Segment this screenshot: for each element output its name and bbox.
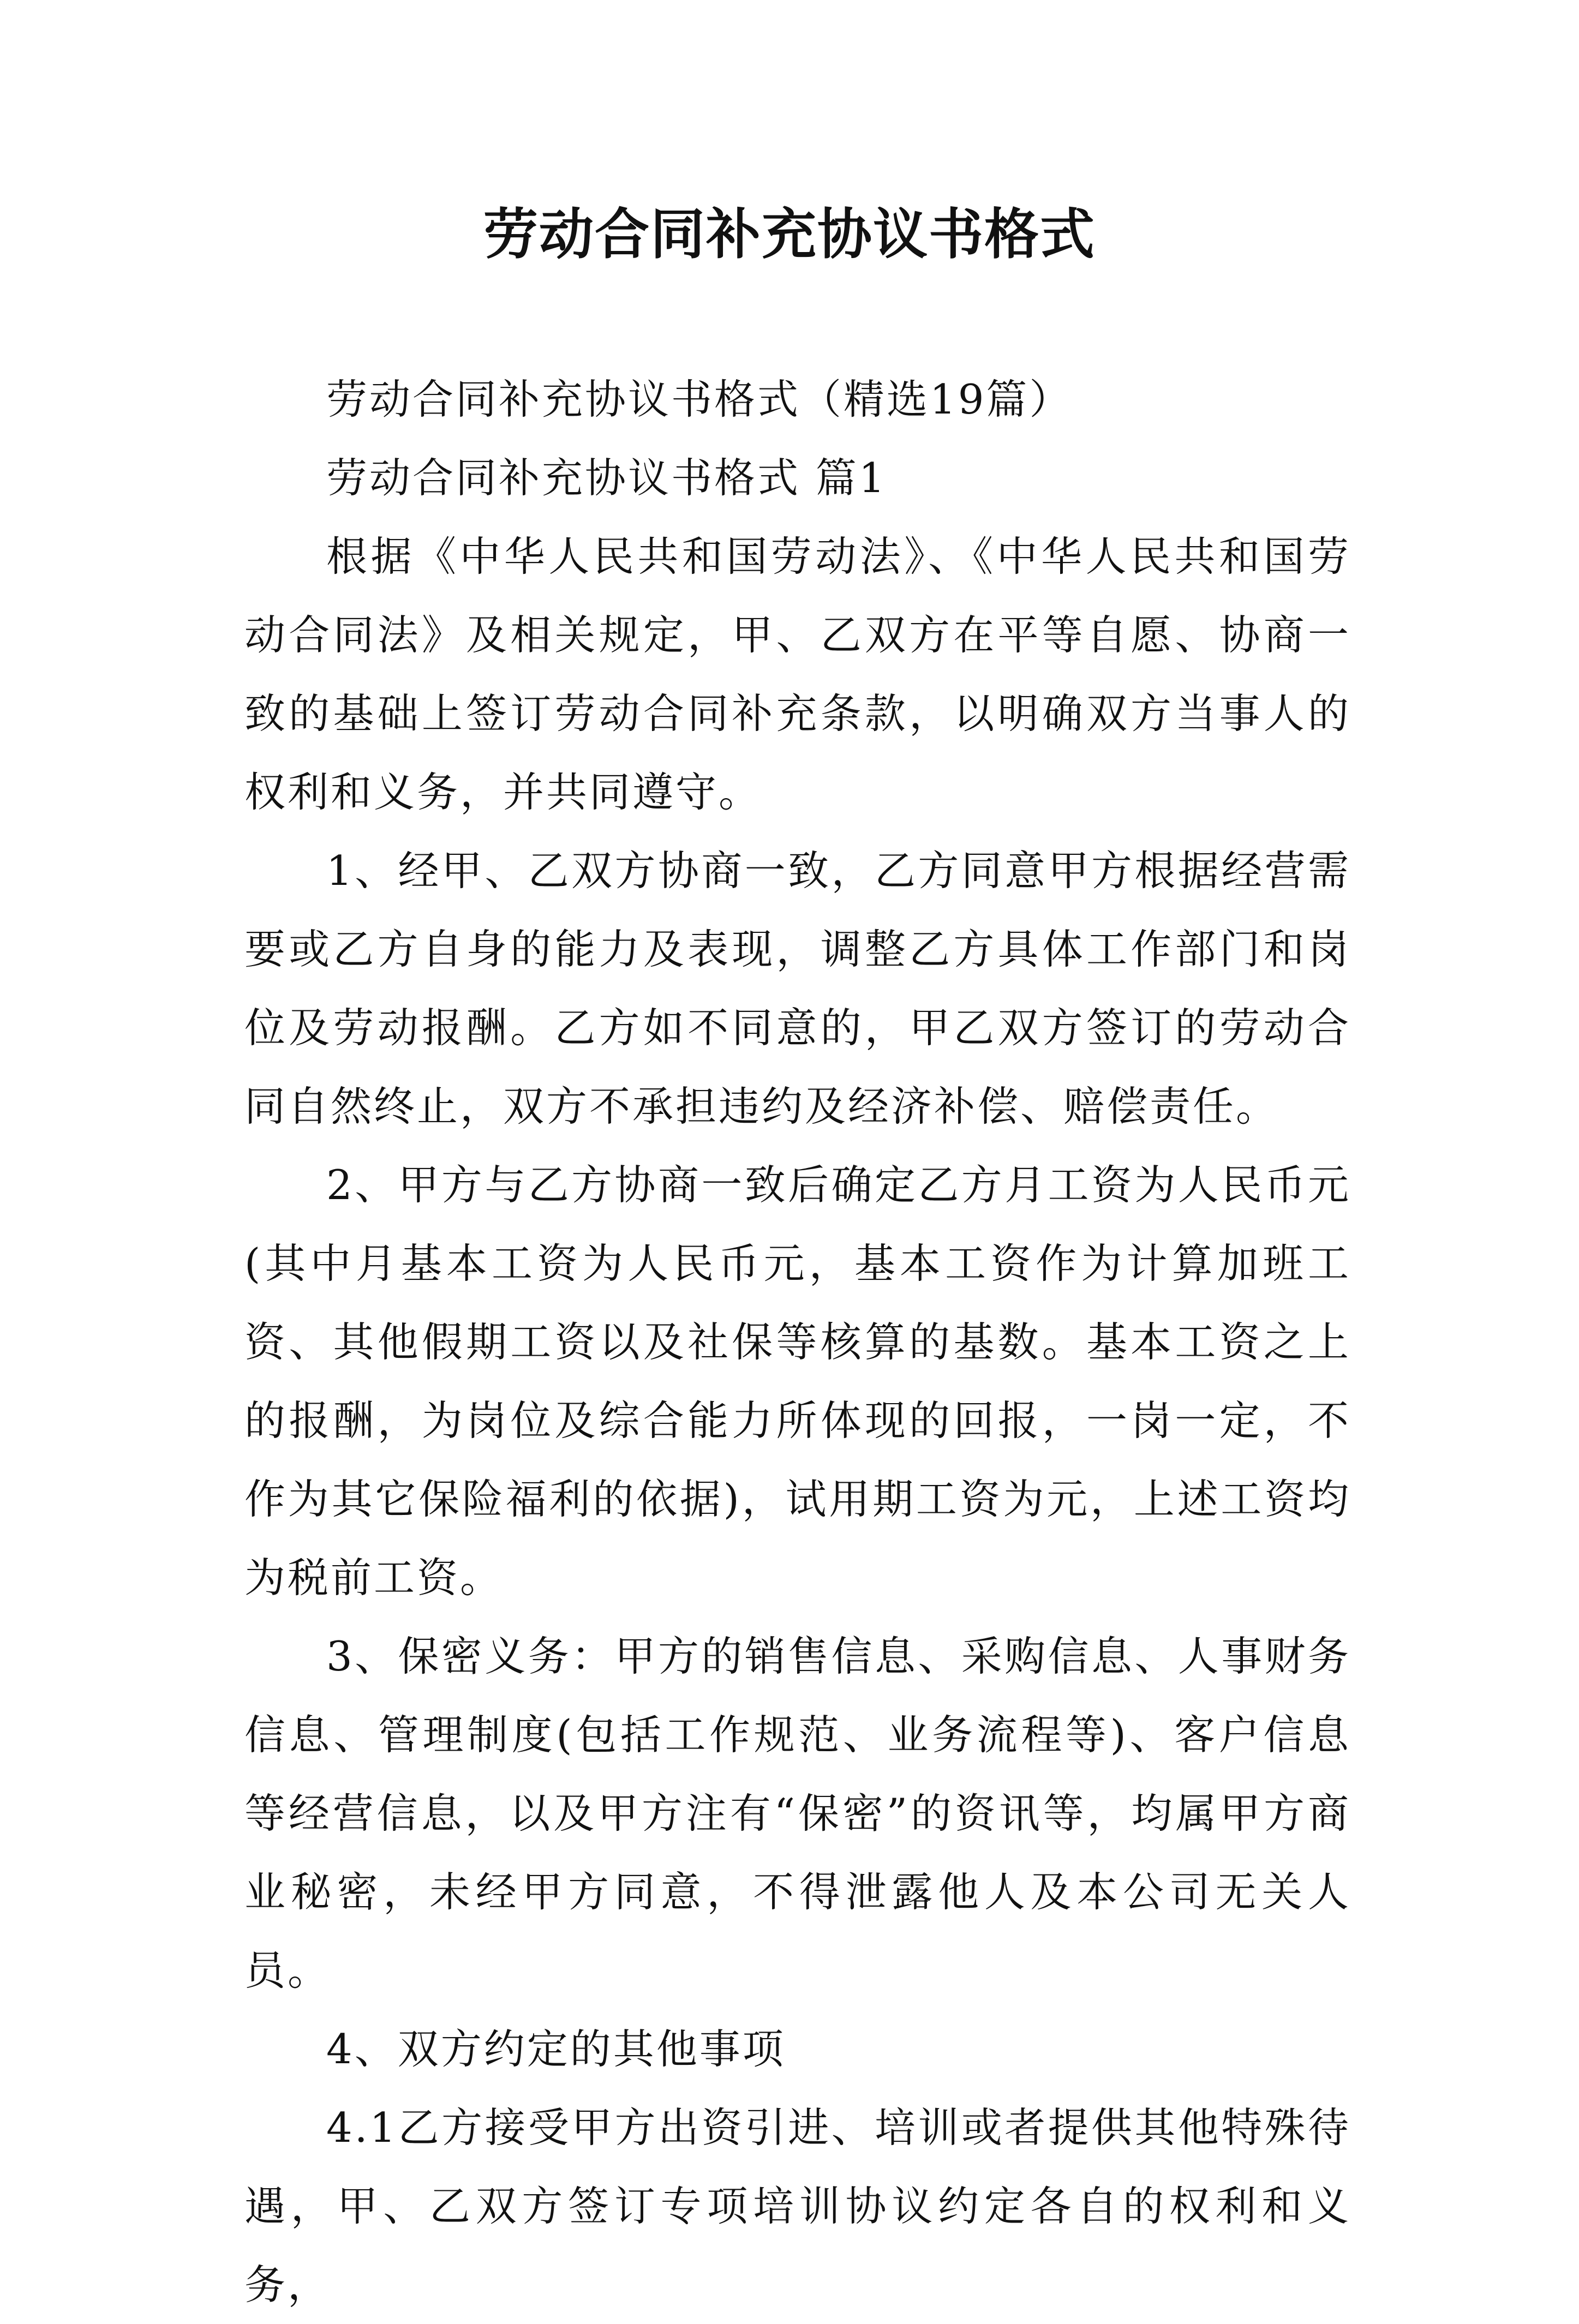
section-heading: 劳动合同补充协议书格式 篇1 — [326, 454, 887, 502]
document-body — [244, 360, 1351, 2324]
clause-2-paragraph: 2、甲方与乙方协商一致后确定乙方月工资为人民币元(其中月基本工资为人民币元，基本工资作为计算加班工资、其他假期工资以及社保等核算的基数。基本工资之上的报酬，为岗位及综合能力所体现的回报，一岗一定，不作为其它保险福利的依据)，试用期工资为元，上述工资均为税前工资。 — [244, 1161, 1351, 1602]
document-title: 劳动合同补充协议书格式 — [483, 202, 1096, 266]
clause-1-paragraph: 1、经甲、乙双方协商一致，乙方同意甲方根据经营需要或乙方自身的能力及表现，调整乙方具体工作部门和岗位及劳动报酬。乙方如不同意的，甲乙双方签订的劳动合同自然终止，双方不承担违约及经济补偿、赔偿责任。 — [244, 847, 1351, 1130]
clause-4-1-paragraph: 4.1乙方接受甲方出资引进、培训或者提供其他特殊待遇，甲、乙双方签订专项培训协议约定各自的权利和义务， — [244, 2104, 1351, 2309]
subtitle-paragraph: 劳动合同补充协议书格式（精选19篇） — [326, 375, 1073, 423]
clause-4-heading: 4、双方约定的其他事项 — [326, 2025, 786, 2073]
body-paragraph: 根据《中华人民共和国劳动法》、《中华人民共和国劳动合同法》及相关规定，甲、乙双方在平等自愿、协商一致的基础上签订劳动合同补充条款，以明确双方当事人的权利和义务，并共同遵守。 — [244, 532, 1351, 816]
clause-3-paragraph: 3、保密义务：甲方的销售信息、采购信息、人事财务信息、管理制度(包括工作规范、业务流程等)、客户信息等经营信息，以及甲方注有“保密”的资讯等，均属甲方商业秘密，未经甲方同意，不得泄露他人及本公司无关人员。 — [244, 1632, 1351, 1994]
